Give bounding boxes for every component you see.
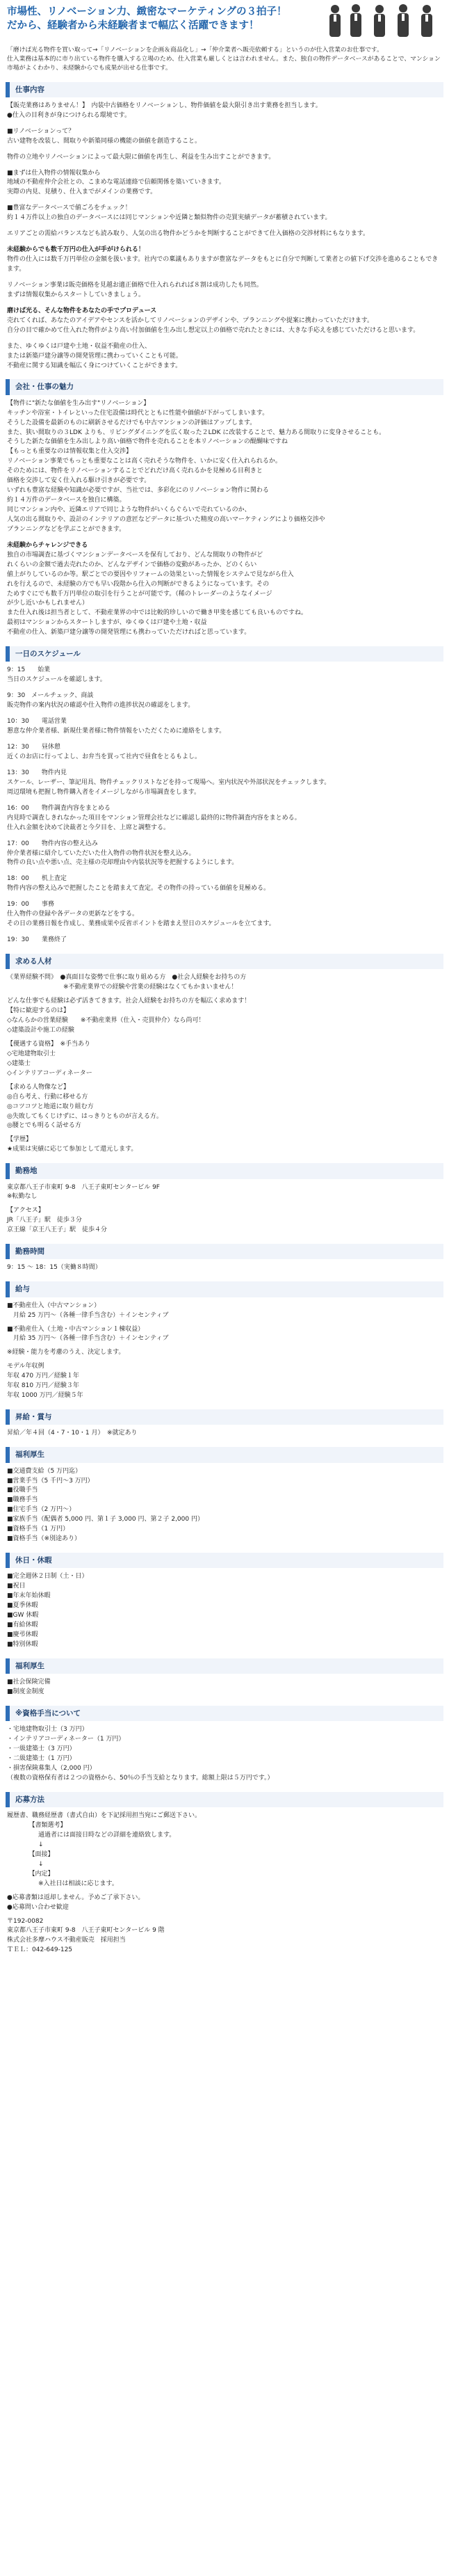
section-heading-welfare: 福利厚生 xyxy=(6,1658,443,1674)
schedule-time: 10：30 電話営業 xyxy=(7,718,67,726)
text-line: 履歴書、職務経歴書（書式自由）を下記採用担当宛にご郵送下さい。 xyxy=(7,1812,202,1820)
section-heading-salary: 給与 xyxy=(6,1281,443,1297)
text-line: また仕入れ後は担当者として、不動産業界の中では比較的珍しいので働き甲斐を感じても良いものですね。 xyxy=(7,609,307,617)
text-line: 通過者には面接日時などの詳細を連絡致します。 xyxy=(7,1832,176,1839)
schedule-time: 12：30 昼休憩 xyxy=(7,744,60,751)
text-line: 《業界経験不問》 ●真面目な姿勢で仕事に取り組める方 ●社会人経験をお持ちの方 xyxy=(7,974,247,982)
text-line: または新築戸建分譲等の開発管理に携わっていくことも可能。 xyxy=(7,352,182,360)
schedule-item xyxy=(7,804,442,833)
text-line: ■制度金制度 xyxy=(7,1688,44,1696)
section-body-welfare xyxy=(0,1678,449,1697)
text-line: 東京都八王子市東町 9-8 八王子東町センタービル 9 階 xyxy=(7,1927,165,1935)
text-line: れを行えるので、未経験の方でも早い段階から仕入の判断ができるようになっています。その xyxy=(7,580,270,588)
text-line: そうした設備を最新のものに刷新させるだけでも中古マンションの評価はアップします。 xyxy=(7,419,256,426)
paragraph xyxy=(7,342,442,371)
section-body xyxy=(0,399,449,639)
paragraph xyxy=(7,246,442,275)
text-line: ◇宅地建物取引士 xyxy=(7,1050,56,1057)
text-line: いずれも豊富な経験や知識が必要ですが、当社では、多彩化にのリノベーション物件に関わる xyxy=(7,487,269,495)
schedule-time: 19：00 事務 xyxy=(7,901,54,909)
hero-banner xyxy=(0,0,449,72)
section-body-salary xyxy=(0,1302,449,1401)
text-line: リノベーション事業は販売価格を見越お適正価格で仕入れられれば８割は成功したも同然。 xyxy=(7,281,263,289)
text-line: 月給 25 万円～（各種一律手当含む）＋インセンティブ xyxy=(7,1311,169,1319)
text-line: ■不動産仕入（中古マンション） xyxy=(7,1302,101,1309)
text-line: ●応募問い合わせ歓迎 xyxy=(7,1903,69,1911)
section-heading-location: 勤務地 xyxy=(6,1163,443,1178)
text-line: 実際の内見、見積り、仕入までがメインの業務です。 xyxy=(7,189,157,196)
text-line: 昇給／年４回（4・7・10・1 月） ※就定あり xyxy=(7,1430,138,1437)
bold-lead: 磨けば光る、そんな物件をあなたの手でプロデュース xyxy=(7,307,157,314)
section-body-requirements xyxy=(0,973,449,1155)
section-heading-schedule: 一日のスケジュール xyxy=(6,646,443,662)
schedule-desc: 仕入物件の登録や各データの更新などをする。 xyxy=(7,911,139,918)
text-line: 年収 470 万円／経験１年 xyxy=(7,1373,79,1380)
text-line: 【優遇する資格】 ※手当あり xyxy=(7,1040,91,1048)
section-body-raise xyxy=(0,1429,449,1439)
text-line: （複数の資格保有者は２つの資格から、50％の手当支給となります。総額上限は５万円です。） xyxy=(7,1774,274,1782)
intro-paragraph: 仕入業務は基本的に市り出ている物件を購入する立場のため、仕入営業も厳しくとは言われません。また、独自の物件データベースがあることで、マンション市場がよくわかり、未経験からでも成果が出せる仕事です。 xyxy=(7,56,441,72)
text-line: 売れてくれば、あなたのアイデアやセンスを活かしてリノベーションのデザインや、プランニングや提案に携わっていただけます。 xyxy=(7,317,374,324)
schedule-desc: スケール、レーザー、筆記用具、物件チェックリストなどを持って現場へ。室内状況や外部状況をチェックします。 xyxy=(7,778,331,786)
text-line: ・宅地建物取引士（3 万円） xyxy=(7,1726,88,1734)
text-line: ■不動産仕入（土地・中古マンション１棟収益） xyxy=(7,1325,145,1333)
text-line: また、ゆくゆくは戸建や土地・収益不動産の仕入、 xyxy=(7,342,152,350)
schedule-list xyxy=(0,666,449,945)
paragraph xyxy=(7,541,442,638)
text-line: ◇なんらかの営業経験 ※不動産業界（仕入・売買仲介）なら尚可！ xyxy=(7,1017,205,1025)
paragraph xyxy=(7,153,442,163)
staff-silhouettes-image xyxy=(323,2,441,37)
text-line: 9：15 ～ 18：15（実働８時間） xyxy=(7,1264,101,1272)
text-line: ■家族手当（配偶者 5,000 円、第１子 3,000 円、第２子 2,000 円） xyxy=(7,1516,204,1523)
section-heading-benefits: 福利厚生 xyxy=(6,1447,443,1462)
text-line: 〒192-0082 xyxy=(7,1917,44,1925)
text-line: ＴＥＬ：042-649-125 xyxy=(7,1946,73,1954)
section-body-benefits xyxy=(0,1467,449,1545)
section-body-apply xyxy=(0,1811,449,1955)
text-line: ※経験・能力を考慮のうえ、決定します。 xyxy=(7,1349,125,1357)
schedule-desc: 仕入れ金額を決めて決裁者と今夕目を、上席と調整する。 xyxy=(7,824,170,831)
paragraph xyxy=(7,204,442,223)
text-line: 【内定】 xyxy=(7,1870,54,1878)
paragraph xyxy=(7,399,442,535)
text-line: どんな仕事でも経験は必ず活きてきます。社会人経験をお持ちの方を幅広く求めます！ xyxy=(7,998,251,1005)
simple-sections xyxy=(0,954,449,1955)
paragraph xyxy=(7,169,442,198)
text-line: 【学歴】 xyxy=(7,1136,33,1144)
section-heading: 会社・仕事の魅力 xyxy=(6,379,443,394)
text-line: 東京都八王子市東町 9-8 八王子東町センタービル 9F xyxy=(7,1183,160,1191)
text-line: ■住宅手当（2 万円～） xyxy=(7,1506,76,1514)
schedule-item xyxy=(7,840,442,869)
text-line: ・損害保険募集人（2,000 円） xyxy=(7,1765,96,1772)
paragraph xyxy=(7,281,442,301)
paragraph xyxy=(7,307,442,336)
schedule-item xyxy=(7,666,442,685)
schedule-item xyxy=(7,769,442,798)
section-heading-hours: 勤務時間 xyxy=(6,1244,443,1259)
text-line: 【物件に"新たな価値を生み出す"リノベーション】 xyxy=(7,399,150,407)
headline-1: 市場性、リノベーション力、緻密なマーケティングの３拍子！ xyxy=(7,6,287,17)
schedule-desc: 懇意な仲介業者様、新規仕業者様に物件情報をいただくために連絡をします。 xyxy=(7,728,226,735)
paragraph xyxy=(7,127,442,147)
text-line: そのためには、物件をリノベーションすることでどれだけ高く売れるかを見極める目利きと xyxy=(7,467,263,475)
text-line: 約１４万件以上の独自のデータベースには同じマンションや近隣と類似物件の売買実績データが蓄積されています。 xyxy=(7,214,332,222)
text-line: 独自の市場調査に基づくマンションデータベースを保有しており、どんな間取りの物件がど xyxy=(7,551,263,559)
schedule-item xyxy=(7,936,442,945)
text-line: 年収 810 万円／経験３年 xyxy=(7,1382,79,1390)
text-line: 不動産に関する知識を幅広く身につけていくことができます。 xyxy=(7,362,182,369)
schedule-desc: 当日のスケジュールを確認します。 xyxy=(7,676,106,684)
text-line: ■資格手当（※別途あり） xyxy=(7,1535,81,1543)
text-line: ■祝日 xyxy=(7,1583,26,1590)
content-sections xyxy=(0,82,449,639)
schedule-desc: 物件の良い点や悪い点、売主様の売却理由や内装状況等を把握するようにします。 xyxy=(7,859,238,867)
text-line: ★成果は実績に応じて参加として還元します。 xyxy=(7,1146,138,1153)
text-line: そうした新たな価値を生み出しより高い価格で物件を売れることを本リノベーションの醍醐味ですね xyxy=(7,438,288,446)
text-line: ■完全週休２日制（土・日） xyxy=(7,1573,88,1581)
text-line: ■GW 休暇 xyxy=(7,1612,39,1619)
text-line: が少し近いかもしれません） xyxy=(7,600,89,607)
schedule-desc: 周辺環境も把握し物件購入者をイメージしながら市場調査をします。 xyxy=(7,788,201,796)
text-line: 【求める人物像など】 xyxy=(7,1083,70,1091)
schedule-time: 18：00 机上査定 xyxy=(7,875,67,883)
text-line: ※入社日は相談に応じます。 xyxy=(7,1880,118,1887)
text-line: ●応募書類は返却しません。予めご了承下さい。 xyxy=(7,1894,145,1901)
schedule-desc: その日の業務日報を作成し、業務成果や反省ポイントを踏まえ翌日のスケジュールを立てます。 xyxy=(7,920,275,928)
schedule-item xyxy=(7,691,442,711)
text-line: ■職務手当 xyxy=(7,1496,38,1504)
text-line: 約１４万件のデータベースを独自に構築。 xyxy=(7,497,126,504)
text-line: 物件の仕入には数千万円単位の金額を扱います。社内での稟議もありますが豊富なデータをもとに自分で判断して業者との値下げ交渉を進めることもできます。 xyxy=(7,256,439,273)
text-line: ●仕入の目利きが身につけられる環境です。 xyxy=(7,111,131,119)
text-line: ■年末年始休暇 xyxy=(7,1592,51,1600)
text-line: 株式会社多摩ハウス不動産販売 採用担当 xyxy=(7,1937,126,1944)
text-line: 物件の立地やリノベーションによって最大限に価値を再生し、利益を生み出すことができます。 xyxy=(7,153,275,161)
text-line: 不動産の仕入、新築戸建分譲等の開発管理にも携わっていただければと思っています。 xyxy=(7,629,251,637)
text-line: まずは情報収集からスタートしていきましょう。 xyxy=(7,291,145,298)
text-line: モデル年収例 xyxy=(7,1363,44,1370)
text-line: ためすぐにでも数千万円単位の取引を行うことが可能です。（稀のトレーダーのようなイメージ xyxy=(7,590,272,598)
text-line: ◇建築設計や施工の経験 xyxy=(7,1027,74,1034)
paragraph xyxy=(7,102,442,121)
section-body-location xyxy=(0,1183,449,1236)
staff-photo xyxy=(323,2,441,37)
schedule-time: 9：15 始業 xyxy=(7,666,51,674)
text-line: ◎自ら考え、行動に移せる方 xyxy=(7,1093,88,1101)
text-line: 年収 1000 万円／経験５年 xyxy=(7,1392,83,1400)
text-line: 人気の出る間取りや、設計のインテリアの意匠などデータに基づいた精度の高いマーケティングにより価格交渉や xyxy=(7,515,325,523)
section-heading-raise: 昇給・賞与 xyxy=(6,1409,443,1425)
text-line: 【アクセス】 xyxy=(7,1207,44,1215)
text-line: キッチンや浴室・トイレといった住宅設備は時代とともに性能や価値が下がってしまいます。 xyxy=(7,409,269,417)
text-line: 【書類選考】 xyxy=(7,1822,67,1830)
schedule-time: 16：00 物件調査内容をまとめる xyxy=(7,804,111,812)
text-line: ■資格手当（1 万円） xyxy=(7,1526,70,1533)
text-line: ■慶弔休暇 xyxy=(7,1631,38,1638)
text-line: ※不動産業界での経験や営業の経験はなくてもかまいません！ xyxy=(7,984,238,991)
intro-paragraph: 「磨けば光る物件を買い取って→「リノベーションを企画＆商品化し」→「仲介業者へ販売依頼する」というのが仕入営業のお仕事です。 xyxy=(7,47,383,54)
schedule-desc: 内見時で調査しきれなかった項目をマンション管理会社などに確認し最終的に物件調査内容をまとめる。 xyxy=(7,814,301,822)
text-line: ■豊富なデータベースで値ごろをチェック！ xyxy=(7,205,131,212)
text-line: ◎コツコツと地道に取り組む方 xyxy=(7,1103,94,1110)
schedule-desc: 仲介業者様に紹介していただいた仕入物件の物件状況を整え込み。 xyxy=(7,849,195,857)
text-line: 最初はマンションからスタートしますが、ゆくゆくは戸建や土地・収益 xyxy=(7,619,207,627)
schedule-desc: 近くのお店に行ってよし、お弁当を買って社内で昼食をとるもよし。 xyxy=(7,753,202,761)
text-line: ■有給休暇 xyxy=(7,1622,38,1629)
schedule-item xyxy=(7,900,442,929)
text-line: ■夏季休暇 xyxy=(7,1602,38,1610)
schedule-item xyxy=(7,743,442,762)
text-line: 【もっとも重要なのは情報収集と仕入交渉】 xyxy=(7,448,133,456)
section-heading-holidays: 休日・休暇 xyxy=(6,1553,443,1568)
text-line: ↓ xyxy=(7,1841,44,1848)
text-line: JR「八王子」駅 徒歩３分 xyxy=(7,1217,82,1224)
headline-2: だから、経験者から未経験者まで幅広く活躍できます！ xyxy=(7,19,259,31)
schedule-time: 13：30 物件内見 xyxy=(7,769,67,776)
section-body-holidays xyxy=(0,1572,449,1650)
schedule-desc: 販売物件の案内状況の確認や仕入物件の進捗状況の確認をします。 xyxy=(7,702,195,710)
schedule-time: 19：30 業務終了 xyxy=(7,936,67,944)
schedule-time: 17：00 物件内容の整え込み xyxy=(7,840,98,847)
text-line: 価格を交渉して安く仕入れる駆け引きが必要です。 xyxy=(7,477,151,485)
text-line: エリアごとの需給バランスなども読み取り、人気の出る物件かどうかを判断することができて仕入価格の交渉材料にもなります。 xyxy=(7,230,370,238)
schedule-desc: 物件内容の整え込みで把握したことを踏まえて査定。その物件の持っている価値を見極める。 xyxy=(7,885,270,893)
text-line: 値上がりしているのか等。駅ごとでの要因やリフォームの効果といった情報をシステムで見ながら仕入 xyxy=(7,570,294,578)
text-line: ◇建築士 xyxy=(7,1059,31,1067)
section-heading-requirements: 求める人材 xyxy=(6,954,443,969)
text-line: ■リノベーションって？ xyxy=(7,127,75,135)
text-line: ・二級建築士（1 万円） xyxy=(7,1755,76,1763)
text-line: ◇インテリアコーディネーター xyxy=(7,1069,92,1077)
section-body-qualification xyxy=(0,1725,449,1784)
text-line: また、狭い間取りの３LDK よりも、リビングダイニングを広く取った２LDK に改装することで、魅力ある間取りに変身させることも。 xyxy=(7,429,386,436)
schedule-time: 9：30 メールチェック、商談 xyxy=(7,692,94,700)
section-heading-qualification: ※資格手当について xyxy=(6,1706,443,1721)
text-line: プランニングなどを学ぶことができます。 xyxy=(7,525,126,533)
text-line: ◎腰とでも明るく話せる方 xyxy=(7,1122,81,1130)
text-line: 自分の目で確かめて仕入れた物件がより高い付加価値を生み出し想定以上の価格で売れたときには、大きな手応えを感じていただけると思います。 xyxy=(7,326,420,334)
bold-lead: 未経験からチャレンジできる xyxy=(7,541,88,549)
section-heading: 仕事内容 xyxy=(6,82,443,97)
text-line: ■交通費支給（5 万円迄） xyxy=(7,1467,82,1475)
text-line: 【特に歓迎するのは】 xyxy=(7,1007,70,1015)
text-line: ↓ xyxy=(7,1860,44,1868)
text-line: リノベーション事業でもっとも重要なことは高く売れそうな物件を、いかに安く仕入れられるか。 xyxy=(7,458,281,465)
text-line: 月給 35 万円～（各種一律手当含む）＋インセンティブ xyxy=(7,1335,169,1343)
text-line: れくらいの金額で過去売れたのか、どんなデザインで価格の変動があったか、どのくらい xyxy=(7,561,257,568)
text-line: 【販売業務はありません！】 内装中古価格をリノベーションし、物件価値を最大限引き出す業務を担当します。 xyxy=(7,102,322,109)
schedule-item xyxy=(7,874,442,894)
text-line: ◎失敗してもくじけずに、はっきりとものが言える方。 xyxy=(7,1112,163,1120)
text-line: ■役職手当 xyxy=(7,1487,38,1494)
text-line: 古い建物を改装し、間取りや新築同様の機能の価値を創造すること。 xyxy=(7,137,202,145)
text-line: ・インテリアコーディネーター（1 万円） xyxy=(7,1736,125,1743)
section-heading-apply: 応募方法 xyxy=(6,1792,443,1807)
text-line: 京王線「京王八王子」駅 徒歩４分 xyxy=(7,1226,108,1234)
text-line: ■特別休暇 xyxy=(7,1640,38,1648)
bold-lead: 未経験からでも数千万円の仕入が手がけられる！ xyxy=(7,246,145,254)
text-line: 【面接】 xyxy=(7,1850,54,1858)
section-body-hours xyxy=(0,1263,449,1273)
text-line: ・一級建築士（3 万円） xyxy=(7,1745,76,1753)
schedule-item xyxy=(7,717,442,737)
text-line: ※転勤なし xyxy=(7,1193,38,1201)
section-body xyxy=(0,102,449,371)
text-line: 同じマンション内や、近隣エリアで同じような物件がいくらぐらいで売れているのか、 xyxy=(7,506,251,514)
text-line: ■営業手当（5 千円～3 万円） xyxy=(7,1477,94,1485)
paragraph xyxy=(7,230,442,239)
text-line: 地域の不動産仲介会社との、こまめな電話連絡で信頼関係を築いていきます。 xyxy=(7,179,225,186)
text-line: ■まずは仕入物件の情報収集から xyxy=(7,169,101,177)
text-line: ■社会保険完備 xyxy=(7,1679,51,1686)
